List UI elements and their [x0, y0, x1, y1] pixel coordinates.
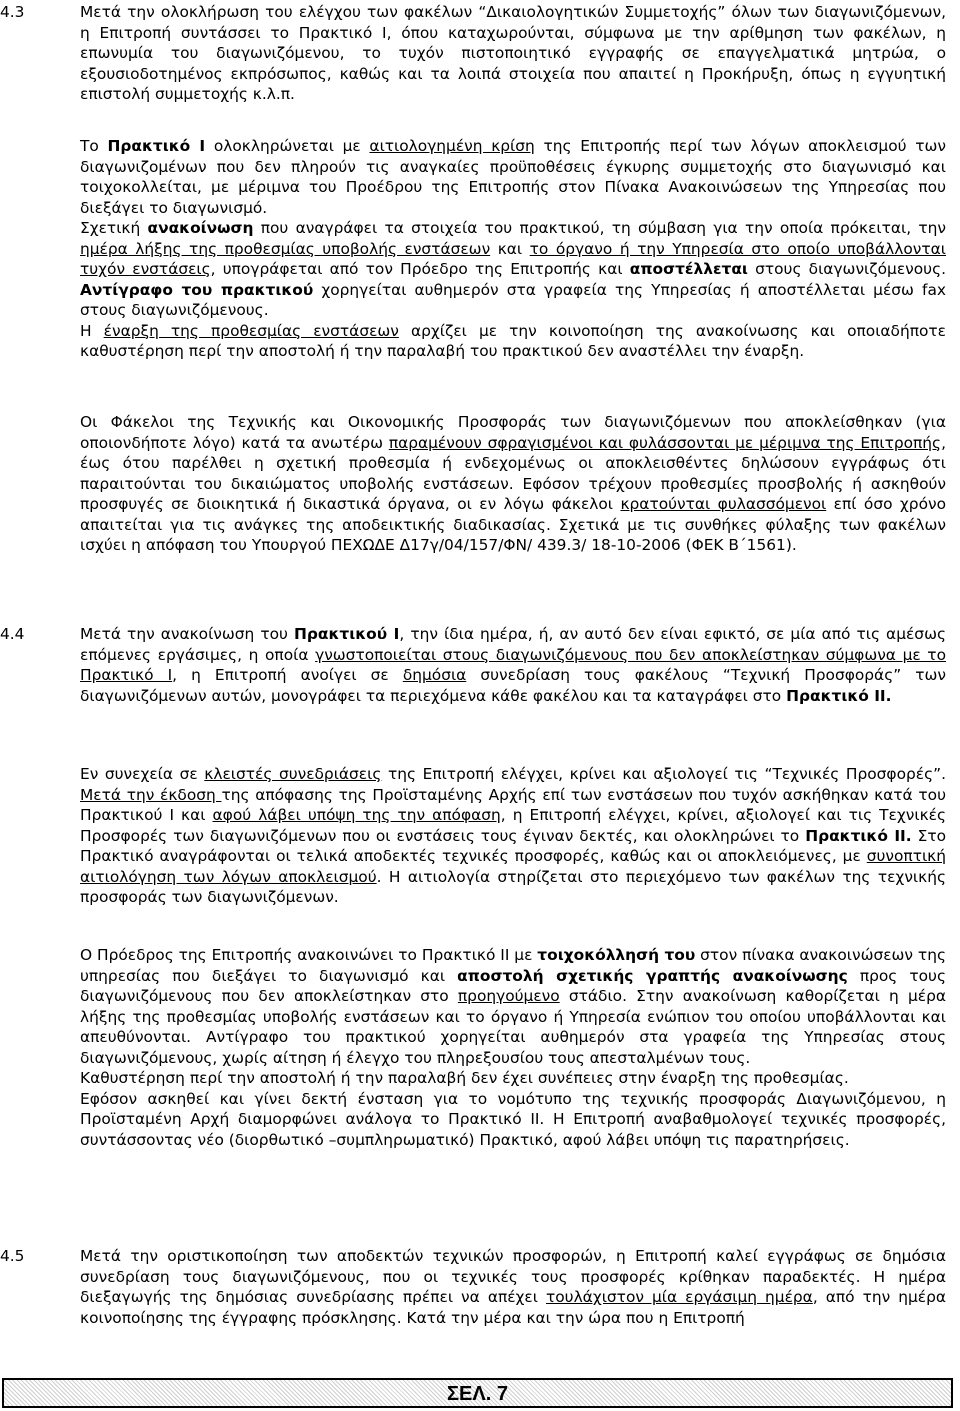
paragraph-text: Καθυστέρηση περί την αποστολή ή την παραλαβή δεν έχει συνέπειες στην έναρξη της προθεσμίας.	[80, 1069, 849, 1087]
underlined-text: συνοπτική αιτιολόγηση των λόγων αποκλεισμού	[80, 847, 946, 886]
paragraph-text: Εφόσον ασκηθεί και γίνει δεκτή ένσταση για το νομότυπο της τεχνικής προσφοράς Διαγωνιζόμενου, η Προϊσταμένη Αρχή διαμορφώνει ανάλογα το Πρακτικό ΙΙ. Η Επιτροπή αναβαθμολογεί τεχνικές προσφορές, συντάσσοντας νέο (διορθωτικό –συμπληρωματικό) Πρακτικό, αφού λάβει υπόψη τις παρατηρήσεις.	[80, 1089, 946, 1149]
page-footer	[2, 1378, 953, 1408]
underlined-text: αφού λάβει υπόψη της την απόφαση	[212, 806, 501, 824]
underlined-text: κρατούνται φυλασσόμενοι	[620, 495, 827, 513]
underlined-text: έναρξη της προθεσμίας ενστάσεων	[103, 321, 399, 340]
paragraph	[80, 2, 946, 105]
bold-text: Πρακτικό ΙΙ.	[786, 686, 892, 705]
bold-text: Πρακτικό ΙΙ.	[805, 826, 912, 845]
paragraph	[80, 136, 946, 362]
underlined-text: τουλάχιστον μία εργάσιμη ημέρα	[545, 1288, 813, 1306]
underlined-text: παραμένουν σφραγισμένοι και φυλάσσονται με μέριμνα της Επιτροπής	[388, 433, 942, 452]
bold-text: αποστολή σχετικής γραπτής ανακοίνωσης	[457, 966, 848, 985]
paragraph-text: Μετά την ανακοίνωση του Πρακτικού Ι, την ίδια ημέρα, ή, αν αυτό δεν είναι εφικτό, σε μία από τις αμέσως επόμενες εργάσιμες, η οποία γνωστοποιείται στους διαγωνιζόμενους που δεν αποκλείστηκαν σύμφωνα με το Πρακτικό Ι, η Επιτροπή ανοίγει σε δημόσια συνεδρίαση τους φακέλους “Τεχνική Προσφοράς” των διαγωνιζόμενων αυτών, μονογράφει τα περιεχόμενα κάθε φακέλου και τα καταγράφει στο Πρακτικό ΙΙ.	[80, 625, 947, 705]
underlined-text: το όργανο ή την Υπηρεσία στο οποίο υποβάλλονται τυχόν ενστάσεις	[80, 239, 947, 278]
bold-text: τοιχοκόλλησή του	[537, 946, 696, 964]
paragraph-text: Ο Πρόεδρος της Επιτροπής ανακοινώνει το Πρακτικό ΙΙ με τοιχοκόλλησή του στον πίνακα ανακοινώσεων της υπηρεσίας που διεξάγει το διαγωνισμό και αποστολή σχετικής γραπτής ανακοίνωσης προς τους διαγωνιζόμενους που δεν αποκλείστηκαν στο προηγούμενο στάδιο. Στην ανακοίνωση καθορίζεται η μέρα λήξης της προθεσμίας υποβολής ενστάσεων και το όργανο ή Υπηρεσία ενώπιον του οποίου υποβάλλονται και απευθύνονται. Αντίγραφο του πρακτικού χορηγείται αυθημερόν στα γραφεία της Υπηρεσίας στους διαγωνιζόμενους, χωρίς αίτηση ή έλεγχο του πληρεξουσίου τους απεσταλμένων τους.	[80, 946, 946, 1067]
paragraph	[80, 1246, 946, 1328]
section-number: 4.5	[0, 1247, 25, 1265]
underlined-text: γνωστοποιείται στους διαγωνιζόμενους που δεν αποκλείστηκαν σύμφωνα με το Πρακτικό Ι	[80, 645, 946, 684]
paragraph-text: Οι Φάκελοι της Τεχνικής και Οικονομικής Προσφοράς των διαγωνιζόμενων που αποκλείσθηκαν (για οποιονδήποτε λόγο) κατά τα ανωτέρω παραμένουν σφραγισμένοι και φυλάσσονται με μέριμνα της Επιτροπής, έως ότου παρέλθει η σχετική προθεσμία ή ενδεχομένως οι αποκλεισθέντες δηλώσουν εγγράφως ότι παραιτούνται του δικαιώματος υποβολής ενστάσεων. Εφόσον τρέχουν προθεσμίες προσβολής ή ασκηθούν προσφυγές σε διοικητικά ή δικαστικά όργανα, οι εν λόγω φάκελοι κρατούνται φυλασσόμενοι επί όσο χρόνο απαιτείται για τις ανάγκες της αποδεικτικής διαδικασίας. Σχετικά με τις συνθήκες φύλαξης των φακέλων ισχύει η απόφαση του Υπουργού ΠΕΧΩΔΕ Δ17γ/04/157/ΦΝ/ 439.3/ 18-10-2006 (ΦΕΚ Β΄1561).	[80, 413, 947, 554]
paragraph	[80, 945, 946, 1150]
paragraph	[80, 764, 946, 908]
bold-text: ανακοίνωση	[147, 219, 254, 237]
bold-text: αποστέλλεται	[629, 260, 748, 278]
section-number: 4.4	[0, 625, 25, 643]
underlined-text: προηγούμενο	[457, 987, 560, 1005]
paragraph-text: Το Πρακτικό Ι ολοκληρώνεται με αιτιολογημένη κρίση της Επιτροπής περί των λόγων αποκλεισμού των διαγωνιζομένων που δεν πληρούν τις αναγκαίες προϋποθέσεις έγκυρης συμμετοχής στο διαγωνισμό και τοιχοκολλείται, με μέριμνα του Προέδρου της Επιτροπής στον Πίνακα Ανακοινώσεων της Υπηρεσίας που διεξάγει το διαγωνισμό.	[80, 137, 946, 217]
bold-text: Αντίγραφο του πρακτικού	[80, 280, 314, 299]
underlined-text: δημόσια	[402, 666, 467, 684]
paragraph-text: Μετά την ολοκλήρωση του ελέγχου των φακέλων “Δικαιολογητικών Συμμετοχής” όλων των διαγωνιζόμενων, η Επιτροπή συντάσσει το Πρακτικό Ι, όπου καταχωρούνται, σύμφωνα με την αρίθμηση των φακέλων, η επωνυμία του διαγωνιζόμενου, το τυχόν πιστοποιητικό εγγραφής σε επαγγελματικά μητρώα, ο εξουσιοδοτημένος εκπρόσωπος, καθώς και τα λοιπά στοιχεία που απαιτεί η Προκήρυξη, όπως η εγγυητική επιστολή συμμετοχής κ.λ.π.	[80, 3, 946, 103]
underlined-text: ημέρα λήξης της προθεσμίας υποβολής ενστάσεων	[80, 239, 491, 258]
underlined-text: κλειστές συνεδριάσεις	[204, 765, 382, 783]
underlined-text: Μετά την έκδοση	[80, 785, 222, 804]
bold-text: Πρακτικού Ι	[294, 625, 400, 643]
bold-text: Πρακτικό Ι	[107, 137, 206, 155]
paragraph-text: Εν συνεχεία σε κλειστές συνεδριάσεις της Επιτροπή ελέγχει, κρίνει και αξιολογεί τις “Τεχνικές Προσφορές”. Μετά την έκδοση της απόφασης της Προϊσταμένης Αρχής επί των ενστάσεων που τυχόν ασκήθηκαν κατά του Πρακτικού Ι και αφού λάβει υπόψη της την απόφαση, η Επιτροπή ελέγχει, κρίνει, αξιολογεί και τις Τεχνικές Προσφορές των διαγωνιζόμενων που οι ενστάσεις τους έγιναν δεκτές, και ολοκληρώνει το Πρακτικό ΙΙ. Στο Πρακτικό αναγράφονται οι τελικά αποδεκτές τεχνικές προσφορές, καθώς και οι αποκλειόμενες, με συνοπτική αιτιολόγηση των λόγων αποκλεισμού. Η αιτιολογία στηρίζεται στο περιεχόμενο των φακέλων της τεχνικής προσφοράς των διαγωνιζόμενων.	[80, 765, 946, 906]
page-number-label: ΣΕΛ. 7	[447, 1383, 508, 1405]
paragraph-text: Σχετική ανακοίνωση που αναγράφει τα στοιχεία του πρακτικού, τη σύμβαση για την οποία πρόκειται, την ημέρα λήξης της προθεσμίας υποβολής ενστάσεων και το όργανο ή την Υπηρεσία στο οποίο υποβάλλονται τυχόν ενστάσεις, υπογράφεται από τον Πρόεδρο της Επιτροπής και αποστέλλεται στους διαγωνιζόμενους. Αντίγραφο του πρακτικού χορηγείται αυθημερόν στα γραφεία της Υπηρεσίας ή αποστέλλεται μέσω fax στους διαγωνιζόμενους.	[80, 219, 947, 319]
underlined-text: αιτιολογημένη κρίση	[369, 137, 535, 155]
paragraph	[80, 624, 946, 706]
paragraph-text: Η έναρξη της προθεσμίας ενστάσεων αρχίζει με την κοινοποίηση της ανακοίνωσης και οποιαδήποτε καθυστέρηση περί την αποστολή ή την παραλαβή του πρακτικού δεν αναστέλλει την έναρξη.	[80, 321, 946, 360]
paragraph-text: Μετά την οριστικοποίηση των αποδεκτών τεχνικών προσφορών, η Επιτροπή καλεί εγγράφως σε δημόσια συνεδρίαση τους διαγωνιζόμενους, που οι τεχνικές τους προσφορές κρίθηκαν παραδεκτές. Η ημέρα διεξαγωγής της δημόσιας συνεδρίασης πρέπει να απέχει τουλάχιστον μία εργάσιμη ημέρα, από την ημέρα κοινοποίησης της έγγραφης πρόσκλησης. Κατά την μέρα και την ώρα που η Επιτροπή	[80, 1247, 946, 1327]
section-number: 4.3	[0, 3, 25, 21]
paragraph	[80, 412, 946, 556]
